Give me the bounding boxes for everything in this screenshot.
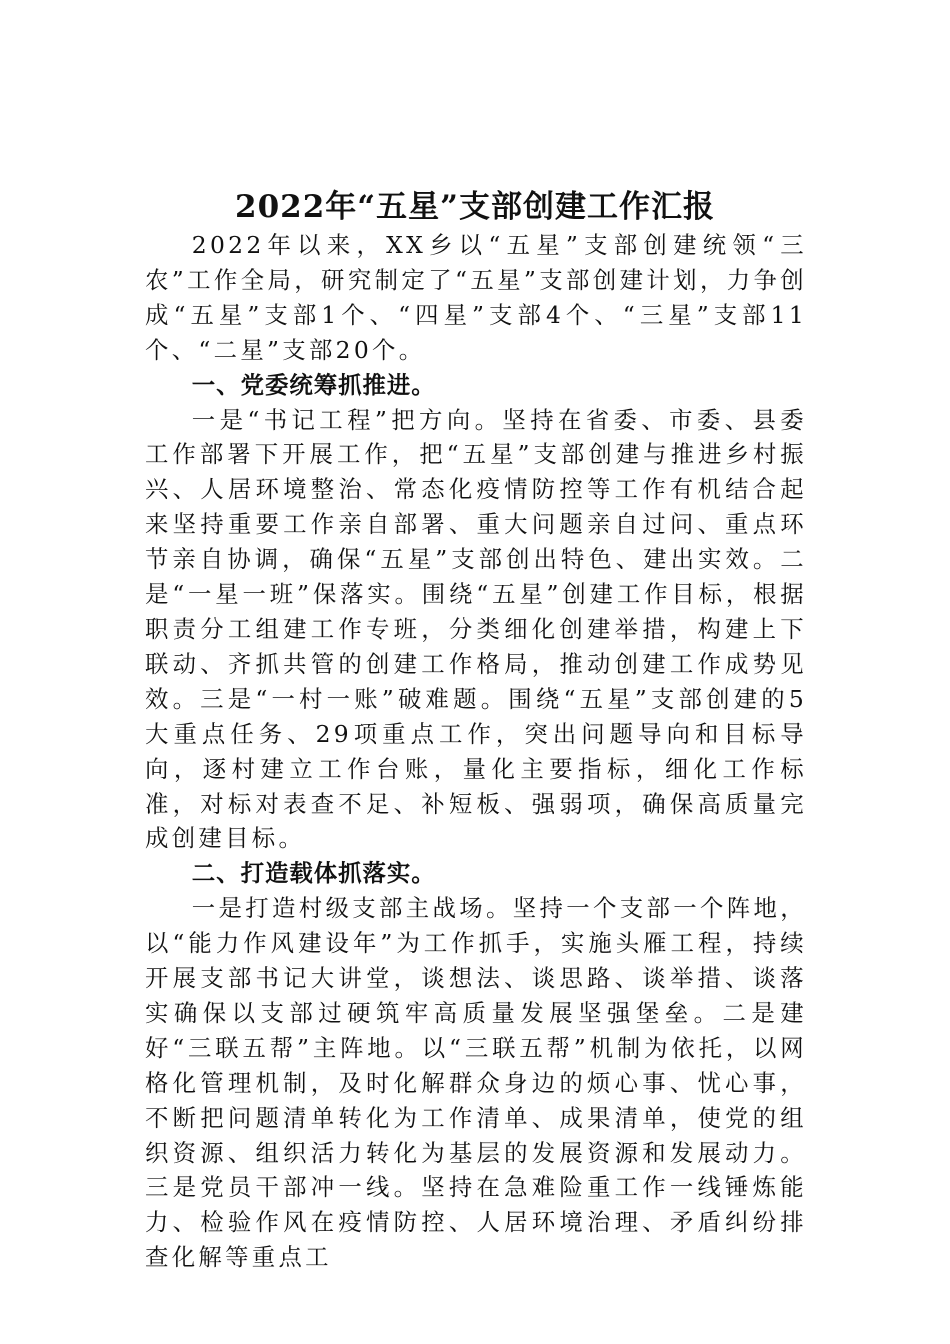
document-body <box>145 228 807 1275</box>
section-2-paragraph: 一是打造村级支部主战场。坚持一个支部一个阵地，以“能力作风建设年”为工作抓手，实施头雁工程，持续开展支部书记大讲堂，谈想法、谈思路、谈举措、谈落实确保以支部过硬筑牢高质量发展坚强堡垒。二是建好“三联五帮”主阵地。以“三联五帮”机制为依托，以网格化管理机制，及时化解群众身边的烦心事、忧心事，不断把问题清单转化为工作清单、成果清单，使党的组织资源、组织活力转化为基层的发展资源和发展动力。三是党员干部冲一线。坚持在急难险重工作一线锤炼能力、检验作风在疫情防控、人居环境治理、矛盾纠纷排查化解等重点工 <box>145 894 807 1272</box>
document-title: 2022年“五星”支部创建工作汇报 <box>235 188 715 225</box>
section-1-paragraph: 一是“书记工程”把方向。坚持在省委、市委、县委工作部署下开展工作，把“五星”支部创建与推进乡村振兴、人居环境整治、常态化疫情防控等工作有机结合起来坚持重要工作亲自部署、重大问题亲自过问、重点环节亲自协调，确保“五星”支部创出特色、建出实效。二是“一星一班”保落实。围绕“五星”创建工作目标，根据职责分工组建工作专班，分类细化创建举措，构建上下联动、齐抓共管的创建工作格局，推动创建工作成势见效。三是“一村一账”破难题。围绕“五星”支部创建的5大重点任务、29项重点工作，突出问题导向和目标导向，逐村建立工作台账，量化主要指标，细化工作标准，对标对表查不足、补短板、强弱项，确保高质量完成创建目标。 <box>145 405 807 853</box>
intro-paragraph: 2022年以来，XX乡以“五星”支部创建统领“三农”工作全局，研究制定了“五星”支部创建计划，力争创成“五星”支部1个、“四星”支部4个、“三星”支部11个、“二星”支部20个。 <box>145 231 807 364</box>
section-heading-2: 二、打造载体抓落实。 <box>191 859 436 888</box>
section-heading-1: 一、党委统筹抓推进。 <box>191 370 436 399</box>
